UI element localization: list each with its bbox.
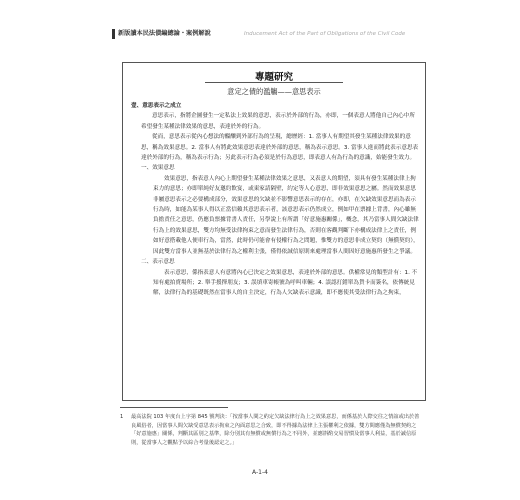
footnote-number: 1 bbox=[120, 414, 124, 420]
header-title-en: Inducement Act of the Part of Obligations of the Civil Code bbox=[244, 31, 406, 37]
title-divider bbox=[205, 82, 343, 83]
item-2-text: 表示意思，係指表意人有意將內心已決定之效果意思，表達於外部的意思。供權常見的類型計有：1. 不知有處拍賣場所；2. 舉手援擇朋友；3. 誤填車寄帳號為呼叫車輛；4. 誤認打錯單為貨卡而簽名，依傳統見解，法律行為的基礎既然在當事人的自主決定，行為人欠缺表示意識，即不應使其受法律行為之拘束， bbox=[153, 269, 418, 297]
item-1-text: 效果意思，指表意人內心上期望發生某種法律效果之意思，又表意人的期望，須具有發生某種法律上拘束力的意思；亦即單純好友邀約飲宴，或東家請隔壁，約定等人心意思，即非效果意思之屬。然而效果意思非屬意思表示之必要構成部分，效果意思的欠缺並不影響意思表示的存在，亦即，在欠缺效果意思而為表示行為時，如能為某事人得以正當信賴其意思表示者，該意思表示仍然成立，例如甲在票據上背書，內心雖無負擔責任之意思，仍應負票據背書人責任，另學說上有所謂「好意施惠關係」，概念，其乃當事人間欠缺法律行為上的效果意思，雙方均無受法律拘束之意而發生法律行為，否則在客觀判斷下亦構成法律上之責任，例如好意搭載他人便車行為，當然，此時仍可能會有侵權行為之問題，惟雙方的意思非成立契約（無償契約），因此雙方當事人並無基於法律行為之權利主張，僅得依誠信原則來處理當事人間因好意施惠所發生之爭議。 bbox=[153, 175, 419, 255]
box-title: 專題研究 bbox=[254, 72, 293, 83]
paragraph-1: 意思表示，指將企圖發生一定私法上效果的意思，表示於外部的行為，亦即，一個表意人將他自己內心中所希望發生某種法律效果的意思，表達於外的行為。 bbox=[141, 113, 415, 130]
topic-box bbox=[122, 62, 426, 401]
box-subtitle: 意定之債的濫觴——意思表示 bbox=[227, 87, 321, 96]
header-bar-mark bbox=[112, 29, 115, 39]
item-2-heading: 二、表示意思 bbox=[141, 259, 175, 266]
page-number: A-1-4 bbox=[252, 469, 268, 476]
footnote-text: 最高法院 103 年度台上字第 845 號判決：「按當事人間之約定欠缺法律行為上之效果意思，而係基於人際交往之情誼或出於善良風俗者，因當事人間欠缺受意思表示拘束之內面意思之合致，即不得據為法律上主張權利之依據，雙方間應僅為無償契約之「好意施惠」關係，判斷其區別之基準，除分別其有無償或無償行為之不同外，並應斟酌交易習慣及當事人利益，基於誠信原則，從當事人之觀點予以綜合考量後認定之。」 bbox=[131, 414, 420, 446]
header-title-zh: 新版讀本民法債編總論・案例解說 bbox=[118, 30, 211, 37]
box-content bbox=[131, 101, 419, 299]
paragraph-2: 從而，意思表示從內心想法的醞釀到外部行為的呈現，總歷經：1. 當事人有期望其發生某種法律效果的意思，稱為效果意思。2. 當事人有將此效果意思表達於外部的意思，稱為表示意思。3. 當事人進而將此表示意思表達於外部的行為，稱為表示行為；另此表示行為必須是於行為意思，即表意人有為行為的意識，始能發生效力。 bbox=[141, 134, 419, 162]
item-1-heading: 一、效果意思 bbox=[141, 165, 175, 172]
running-header bbox=[112, 29, 412, 39]
section-heading: 壹、意思表示之成立 bbox=[131, 103, 182, 109]
footnote-divider bbox=[120, 407, 228, 408]
